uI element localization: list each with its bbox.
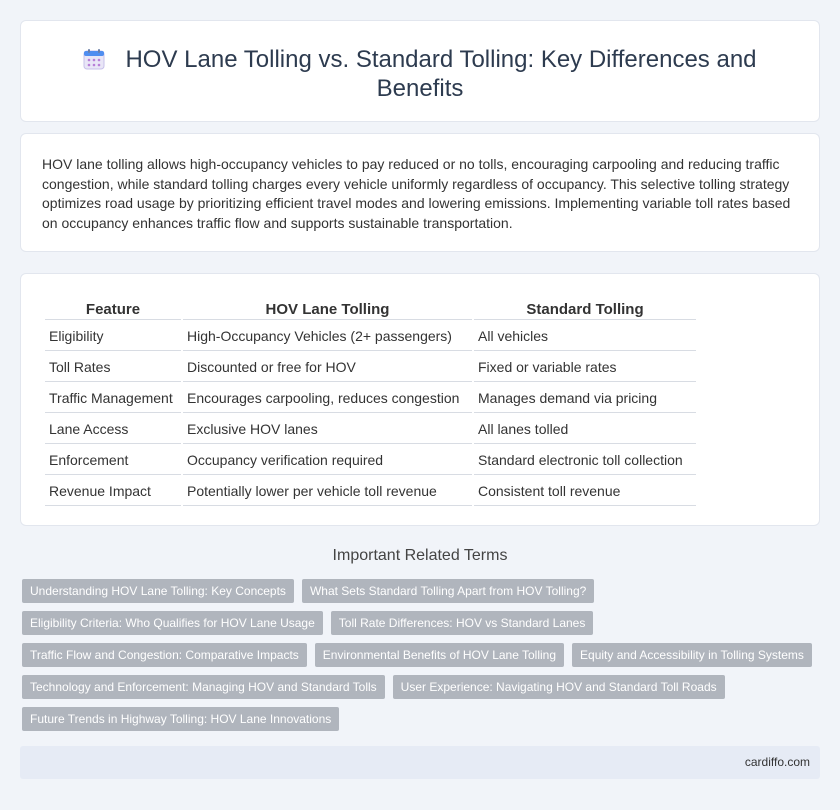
related-term-link[interactable]: What Sets Standard Tolling Apart from HOV Tolling? — [302, 579, 594, 603]
table-cell: High-Occupancy Vehicles (2+ passengers) — [183, 322, 472, 351]
related-term-link[interactable]: Equity and Accessibility in Tolling Systems — [572, 643, 812, 667]
table-cell: Discounted or free for HOV — [183, 353, 472, 382]
related-terms-list — [22, 579, 822, 739]
table-cell: All vehicles — [474, 322, 696, 351]
table-cell: Eligibility — [45, 322, 181, 351]
related-term-link[interactable]: Traffic Flow and Congestion: Comparative Impacts — [22, 643, 307, 667]
page-title-row — [21, 45, 819, 103]
table-row — [45, 322, 696, 351]
table-cell: All lanes tolled — [474, 415, 696, 444]
related-term-link[interactable]: Toll Rate Differences: HOV vs Standard Lanes — [331, 611, 594, 635]
table-cell: Standard electronic toll collection — [474, 446, 696, 475]
calendar-icon — [83, 48, 105, 70]
intro-paragraph: HOV lane tolling allows high-occupancy vehicles to pay reduced or no tolls, encouraging carpooling and reducing traffic congestion, while standard tolling charges every vehicle uniformly regardless of occupancy. This selective tolling strategy optimizes road usage by prioritizing efficient travel modes and lowering emissions. Implementing variable toll rates based on occupancy enhances traffic flow and supports sustainable transportation. — [42, 156, 791, 231]
header-feature: Feature — [45, 298, 181, 320]
table-row — [45, 384, 696, 413]
table-cell: Lane Access — [45, 415, 181, 444]
table-cell: Enforcement — [45, 446, 181, 475]
intro-card — [20, 133, 820, 252]
table-cell: Revenue Impact — [45, 477, 181, 506]
table-row — [45, 477, 696, 506]
related-term-link[interactable]: Technology and Enforcement: Managing HOV and Standard Tolls — [22, 675, 385, 699]
table-cell: Manages demand via pricing — [474, 384, 696, 413]
related-term-link[interactable]: User Experience: Navigating HOV and Standard Toll Roads — [393, 675, 725, 699]
table-cell: Exclusive HOV lanes — [183, 415, 472, 444]
related-term-link[interactable]: Future Trends in Highway Tolling: HOV Lane Innovations — [22, 707, 339, 731]
comparison-table — [43, 296, 698, 508]
tag-row — [22, 611, 822, 635]
related-term-link[interactable]: Eligibility Criteria: Who Qualifies for HOV Lane Usage — [22, 611, 323, 635]
table-row — [45, 446, 696, 475]
tag-row — [22, 643, 822, 667]
footer-brand: cardiffo.com — [744, 755, 810, 769]
tag-row — [22, 707, 822, 731]
related-terms-heading: Important Related Terms — [332, 547, 508, 564]
header-standard: Standard Tolling — [474, 298, 696, 320]
table-cell: Occupancy verification required — [183, 446, 472, 475]
table-cell: Consistent toll revenue — [474, 477, 696, 506]
comparison-card — [20, 273, 820, 526]
table-cell: Traffic Management — [45, 384, 181, 413]
table-cell: Encourages carpooling, reduces congestion — [183, 384, 472, 413]
related-term-link[interactable]: Understanding HOV Lane Tolling: Key Concepts — [22, 579, 294, 603]
table-row — [45, 415, 696, 444]
title-card — [20, 20, 820, 122]
table-header-row — [45, 298, 696, 320]
table-cell: Toll Rates — [45, 353, 181, 382]
tag-row — [22, 675, 822, 699]
page-title: HOV Lane Tolling vs. Standard Tolling: Key Differences and Benefits — [125, 46, 757, 102]
table-cell: Potentially lower per vehicle toll revenue — [183, 477, 472, 506]
table-row — [45, 353, 696, 382]
footer — [20, 746, 820, 779]
header-hov: HOV Lane Tolling — [183, 298, 472, 320]
table-cell: Fixed or variable rates — [474, 353, 696, 382]
tag-row — [22, 579, 822, 603]
related-term-link[interactable]: Environmental Benefits of HOV Lane Tolling — [315, 643, 564, 667]
